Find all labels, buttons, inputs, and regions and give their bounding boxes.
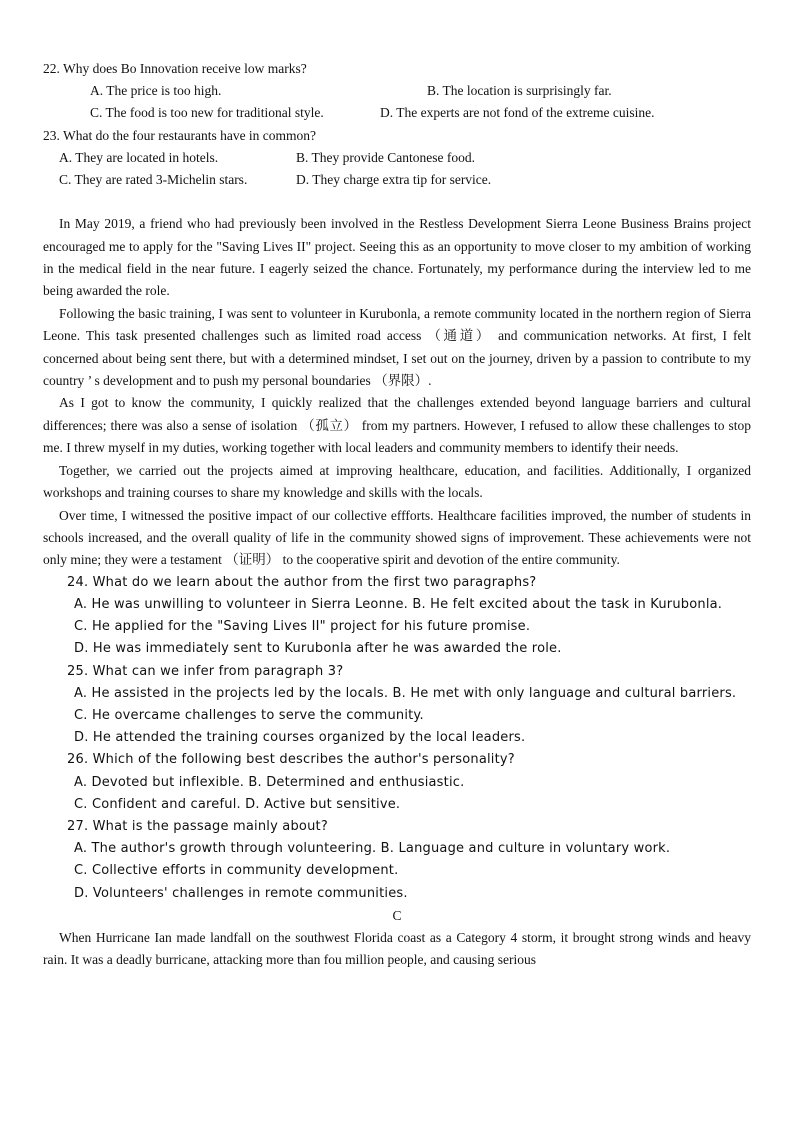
option-22d: D. The experts are not fond of the extreme cuisine. [380,105,655,121]
option-22c: C. The food is too new for traditional style. [90,105,324,121]
question-27-stem: 27. What is the passage mainly about? [67,818,328,834]
question-23-stem: 23. What do the four restaurants have in common? [43,127,317,143]
option-24c: C. He applied for the "Saving Lives II" project for his future promise. [74,619,531,635]
option-25ab: A. He assisted in the projects led by the locals. B. He met with only language and cultural barriers. [74,685,737,701]
option-23d: D. They charge extra tip for service. [296,172,492,188]
passage-b-paragraph-1: In May 2019, a friend who had previously been involved in the Restless Development Sierra Leone Business Brains project encouraged me to apply for the "Saving Lives II" project. Seeing this as an opportunity to move closer to my ambition of working in the medical field in the near future. I eagerly seized the chance. Fortunately, my performance during the interview led to me being awarded the role. [43,216,751,299]
option-22a: A. The price is too high. [90,83,222,99]
option-27c: C. Collective efforts in community development. [74,863,399,879]
question-26-stem: 26. Which of the following best describes the author's personality? [67,752,515,768]
option-24d: D. He was immediately sent to Kurubonla after he was awarded the role. [74,641,562,657]
section-c-heading: C [392,907,402,923]
option-24ab: A. He was unwilling to volunteer in Sierra Leonne. B. He felt excited about the task in Kurubonla. [74,596,723,612]
question-25-stem: 25. What can we infer from paragraph 3? [67,663,344,679]
option-23a: A. They are located in hotels. [59,149,219,165]
option-26cd: C. Confident and careful. D. Active but sensitive. [74,796,401,812]
option-26ab: A. Devoted but inflexible. B. Determined and enthusiastic. [74,774,465,790]
passage-b-paragraph-4: Together, we carried out the projects aimed at improving healthcare, education, and facilities. Additionally, I organized workshops and training courses to share my knowledge and skills with the locals. [43,462,751,501]
option-27ab: A. The author's growth through volunteering. B. Language and culture in voluntary work. [74,841,671,857]
question-23-options-ab [43,147,751,169]
option-22b: B. The location is surprisingly far. [427,83,612,99]
question-22-stem: 22. Why does Bo Innovation receive low marks? [43,61,307,76]
question-22-options-cd [43,102,751,124]
question-22-options-ab [43,80,751,102]
question-23-options-cd [43,169,751,191]
option-23b: B. They provide Cantonese food. [296,149,475,165]
passage-b-paragraph-2: Following the basic training, I was sent to volunteer in Kurubonla, a remote community located in the northern region of Sierra Leone. This task presented challenges such as limited road access （通道） and communication networks. At first, I felt concerned about being sent there, but with a determined mindset, I set out on the journey, driven by a passion to contribute to my country ’ s development and to push my personal boundaries （界限）. [43,305,751,389]
option-25d: D. He attended the training courses organized by the local leaders. [74,730,526,746]
exam-page [43,58,751,972]
passage-c-paragraph-1: When Hurricane Ian made landfall on the southwest Florida coast as a Category 4 storm, it brought strong winds and heavy rain. It was a deadly burricane, attacking more than fou million people, and causing serious [43,929,751,968]
option-25c: C. He overcame challenges to serve the community. [74,707,424,723]
question-24-stem: 24. What do we learn about the author from the first two paragraphs? [67,574,537,590]
passage-b-paragraph-5: Over time, I witnessed the positive impact of our collective effforts. Healthcare facilities improved, the number of students in schools increased, and the overall quality of life in the community showed signs of improvement. These achievements were not only mine; they were a testament （证明） to the cooperative spirit and devotion of the entire community. [43,507,751,568]
passage-b-paragraph-3: As I got to know the community, I quickly realized that the challenges extended beyond language barriers and cultural differences; there was also a sense of isolation （孤立） from my partners. However, I refused to allow these challenges to stop me. I threw myself in my duties, working together with local leaders and community members to identify their needs. [43,395,751,456]
option-23c: C. They are rated 3-Michelin stars. [59,172,248,188]
option-27d: D. Volunteers' challenges in remote communities. [74,885,408,901]
